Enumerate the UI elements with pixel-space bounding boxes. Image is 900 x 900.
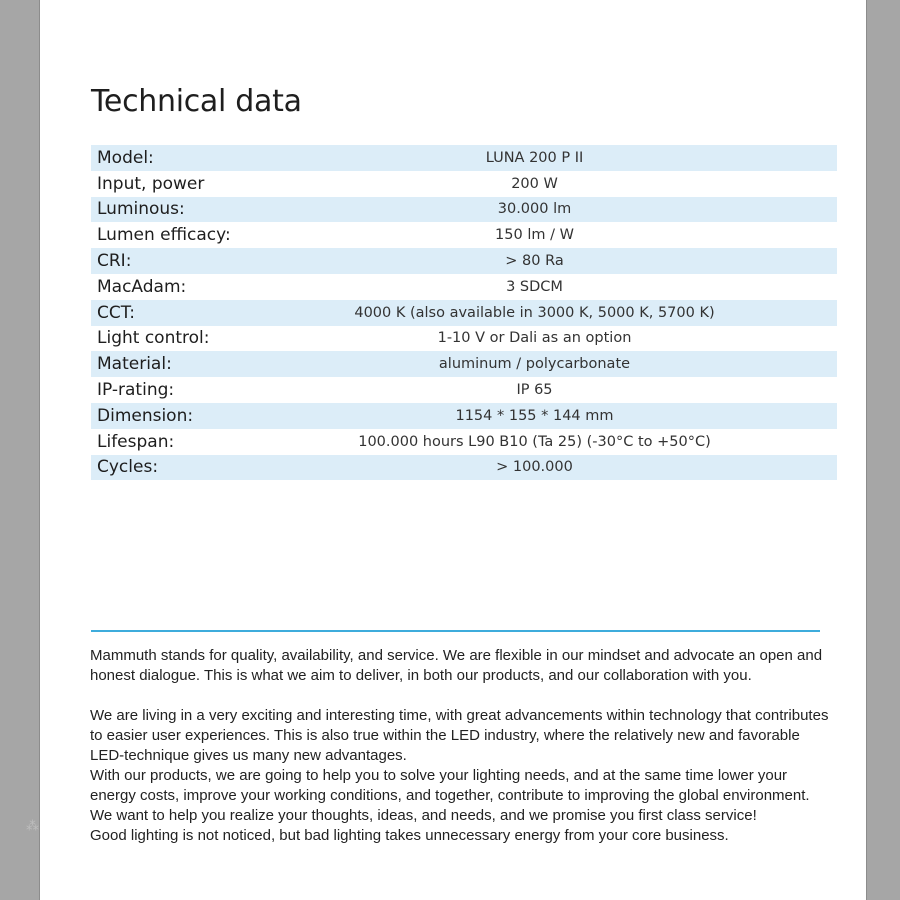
paragraph-promise: We want to help you realize your thoughts, ideas, and needs, and we promise you first class service!: [90, 807, 757, 824]
technical-data-table: [91, 145, 837, 480]
section-divider: [91, 630, 820, 632]
spec-value: 100.000 hours L90 B10 (Ta 25) (-30°C to +50°C): [358, 433, 711, 450]
spec-value: aluminum / polycarbonate: [438, 356, 631, 373]
spec-value: LUNA 200 P II: [485, 149, 584, 166]
spec-row: [91, 274, 837, 300]
spec-label: Luminous:: [97, 199, 185, 220]
spec-value: 200 W: [511, 175, 558, 192]
spec-value: IP 65: [516, 382, 553, 399]
spec-value: 1154 * 155 * 144 mm: [455, 407, 614, 424]
spec-row: [91, 197, 837, 223]
spec-row: [91, 377, 837, 403]
spec-label: Dimension:: [97, 405, 194, 426]
spec-value: > 100.000: [496, 459, 573, 476]
spec-row: [91, 351, 837, 377]
spec-label: MacAdam:: [97, 276, 187, 297]
spec-value: 1-10 V or Dali as an option: [437, 330, 632, 347]
spec-label: Lifespan:: [97, 431, 175, 452]
spec-row: [91, 326, 837, 352]
spec-row: [91, 171, 837, 197]
spec-value: > 80 Ra: [505, 253, 564, 270]
spec-row: [91, 145, 837, 171]
company-description: [90, 646, 830, 846]
spec-label: Light control:: [97, 328, 210, 349]
paragraph-technology: We are living in a very exciting and interesting time, with great advancements within technology that contributes to easier user experiences. This is also true within the LED industry, where the relatively new and favorable LED-technique gives us many new advantages.: [90, 707, 829, 764]
document-page: [39, 0, 867, 900]
spec-row: [91, 403, 837, 429]
spec-row: [91, 248, 837, 274]
page-title: Technical data: [91, 84, 302, 119]
watermark-icon: ⁂: [26, 818, 39, 833]
spec-row: [91, 222, 837, 248]
spec-label: Lumen efficacy:: [97, 225, 231, 246]
spec-row: [91, 455, 837, 481]
spec-label: Input, power: [97, 173, 205, 194]
spec-row: [91, 300, 837, 326]
spec-value: 4000 K (also available in 3000 K, 5000 K, 5700 K): [354, 304, 715, 321]
spec-row: [91, 429, 837, 455]
spec-label: Model:: [97, 147, 154, 168]
spec-label: Material:: [97, 354, 172, 375]
spec-value: 30.000 lm: [497, 201, 572, 218]
spec-value: 150 lm / W: [495, 227, 574, 244]
spec-value: 3 SDCM: [506, 278, 563, 295]
paragraph-products: With our products, we are going to help you to solve your lighting needs, and at the same time lower your energy costs, improve your working conditions, and together, contribute to improving the global environment.: [90, 767, 810, 804]
spec-label: CCT:: [97, 302, 135, 323]
spec-label: Cycles:: [97, 457, 159, 478]
spec-label: CRI:: [97, 251, 132, 272]
paragraph-intro: Mammuth stands for quality, availability, and service. We are flexible in our mindset and advocate an open and honest dialogue. This is what we aim to deliver, in both our products, and our collaboration with you.: [90, 647, 823, 684]
paragraph-closing: Good lighting is not noticed, but bad lighting takes unnecessary energy from your core business.: [90, 827, 729, 844]
spec-label: IP-rating:: [97, 380, 175, 401]
